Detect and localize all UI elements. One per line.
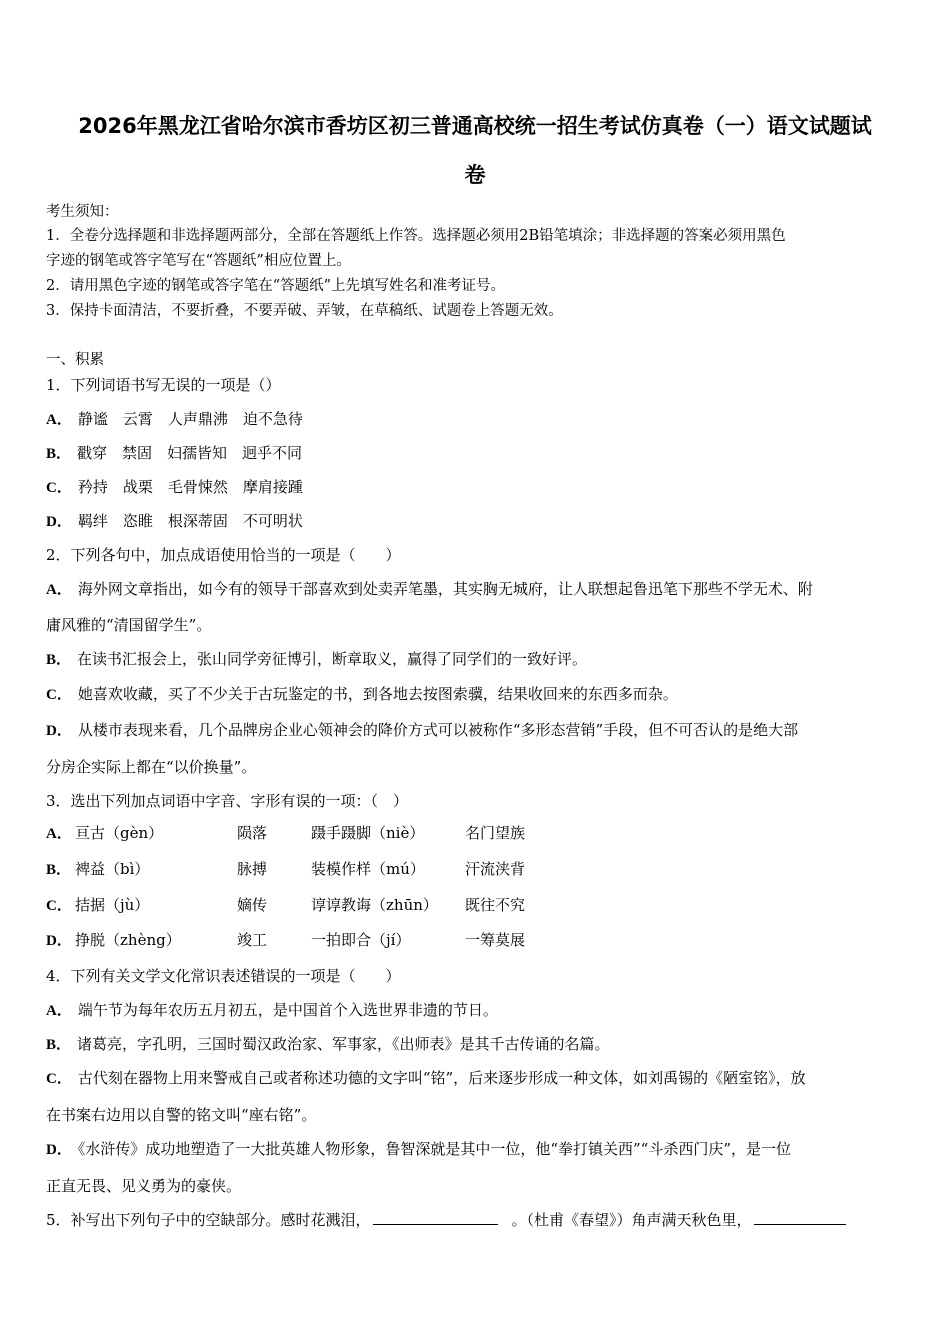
notice-item: 字迹的钢笔或答字笔写在“答题纸”相应位置上。 [46,253,351,269]
option-label: C． [46,898,72,914]
question-2-option-a: A． 海外网文章指出，如今有的领导干部喜欢到处卖弄笔墨，其实胸无城府，让人联想起鲁迅笔下那些不学无术、附 [46,580,813,598]
option-word: 既往不究 [465,896,526,914]
question-4-option-d: D． 《水浒传》成功地塑造了一大批英雄人物形象，鲁智深就是其中一位，他“拳打镇关西”“斗杀西门庆”，是一位 [46,1140,792,1158]
question-1-option-c: C． 矜持 战栗 毛骨悚然 摩肩接踵 [46,478,303,496]
question-4-option-c: C． 古代刻在器物上用来警戒自己或者称述功德的文字叫“铭”，后来逐步形成一种文体，如刘禹锡的《陋室铭》，放 [46,1069,806,1087]
question-4-option-c-cont: 在书案右边用以自警的铭文叫“座右铭”。 [46,1106,317,1124]
document-title: 2026年黑龙江省哈尔滨市香坊区初三普通高校统一招生考试仿真卷（一）语文试题试 [78,114,872,138]
question-4-option-d-cont: 正直无畏、见义勇为的豪侠。 [46,1177,242,1195]
option-word: 一拍即合（jí） [311,931,411,949]
question-3-option-d [46,930,526,951]
option-word: 拮据（jù） [75,896,150,914]
notice-heading: 考生须知： [46,204,119,220]
question-4-option-a: A． 端午节为每年农历五月初五，是中国首个入选世界非遗的节日。 [46,1001,498,1019]
question-1-option-a: A． 静谧 云霄 人声鼎沸 迫不急待 [46,410,303,428]
option-word: 汗流浃背 [465,860,526,878]
question-4-stem: 4．下列有关文学文化常识表述错误的一项是（ ） [46,967,401,985]
question-3-option-b [46,859,526,880]
notice-item: 3．保持卡面清洁，不要折叠，不要弄破、弄皱，在草稿纸、试题卷上答题无效。 [46,303,563,319]
option-word: 蹑手蹑脚（niè） [311,824,425,842]
option-word: 谆谆教诲（zhūn） [311,896,438,914]
option-word: 名门望族 [465,824,526,842]
question-3-option-c [46,895,526,916]
option-label: A． [46,826,72,842]
option-word: 嫡传 [237,896,268,914]
option-label: D． [46,933,72,949]
option-word: 竣工 [237,931,268,949]
question-1-option-d: D． 羁绊 恣睢 根深蒂固 不可明状 [46,512,303,530]
option-word: 装模作样（mú） [311,860,425,878]
question-3-stem: 3．选出下列加点词语中字音、字形有误的一项：（ ） [46,792,409,810]
question-5: 5．补写出下列句子中的空缺部分。感时花溅泪， 。（杜甫《春望》）角声满天秋色里， [46,1210,846,1230]
option-word: 脉搏 [237,860,268,878]
option-word: 一筹莫展 [465,931,526,949]
option-word: 裨益（bì） [75,860,150,878]
section-heading: 一、积累 [46,352,104,368]
question-4-option-b: B． 诸葛亮，字孔明，三国时蜀汉政治家、军事家，《出师表》是其千古传诵的名篇。 [46,1035,610,1053]
option-word: 亘古（gèn） [75,824,164,842]
answer-blank[interactable] [373,1210,498,1225]
option-word: 陨落 [237,824,268,842]
question-1-stem: 1．下列词语书写无误的一项是（） [46,376,281,394]
question-1-option-b: B． 戳穿 禁固 妇孺皆知 迥乎不同 [46,444,303,462]
document-title-continued: 卷 [464,163,486,187]
question-2-stem: 2．下列各句中，加点成语使用恰当的一项是（ ） [46,546,401,564]
option-word: 挣脱（zhèng） [75,931,181,949]
question-2-option-d: D． 从楼市表现来看，几个品牌房企业心领神会的降价方式可以被称作“多形态营销”手段，但不可否认的是绝大部 [46,721,799,739]
question-2-option-d-cont: 分房企实际上都在“以价换量”。 [46,758,257,776]
question-2-option-a-cont: 庸风雅的“清国留学生”。 [46,616,212,634]
answer-blank[interactable] [754,1210,846,1225]
notice-item: 2．请用黑色字迹的钢笔或答字笔在“答题纸”上先填写姓名和准考证号。 [46,278,506,294]
question-3-option-a [46,823,526,844]
option-label: B． [46,862,72,878]
question-2-option-b: B． 在读书汇报会上，张山同学旁征博引，断章取义，赢得了同学们的一致好评。 [46,650,588,668]
notice-item: 1．全卷分选择题和非选择题两部分，全部在答题纸上作答。选择题必须用2B铅笔填涂；非选择题的答案必须用黑色 [46,228,786,244]
question-2-option-c: C． 她喜欢收藏，买了不少关于古玩鉴定的书，到各地去按图索骥，结果收回来的东西多而杂。 [46,685,678,703]
